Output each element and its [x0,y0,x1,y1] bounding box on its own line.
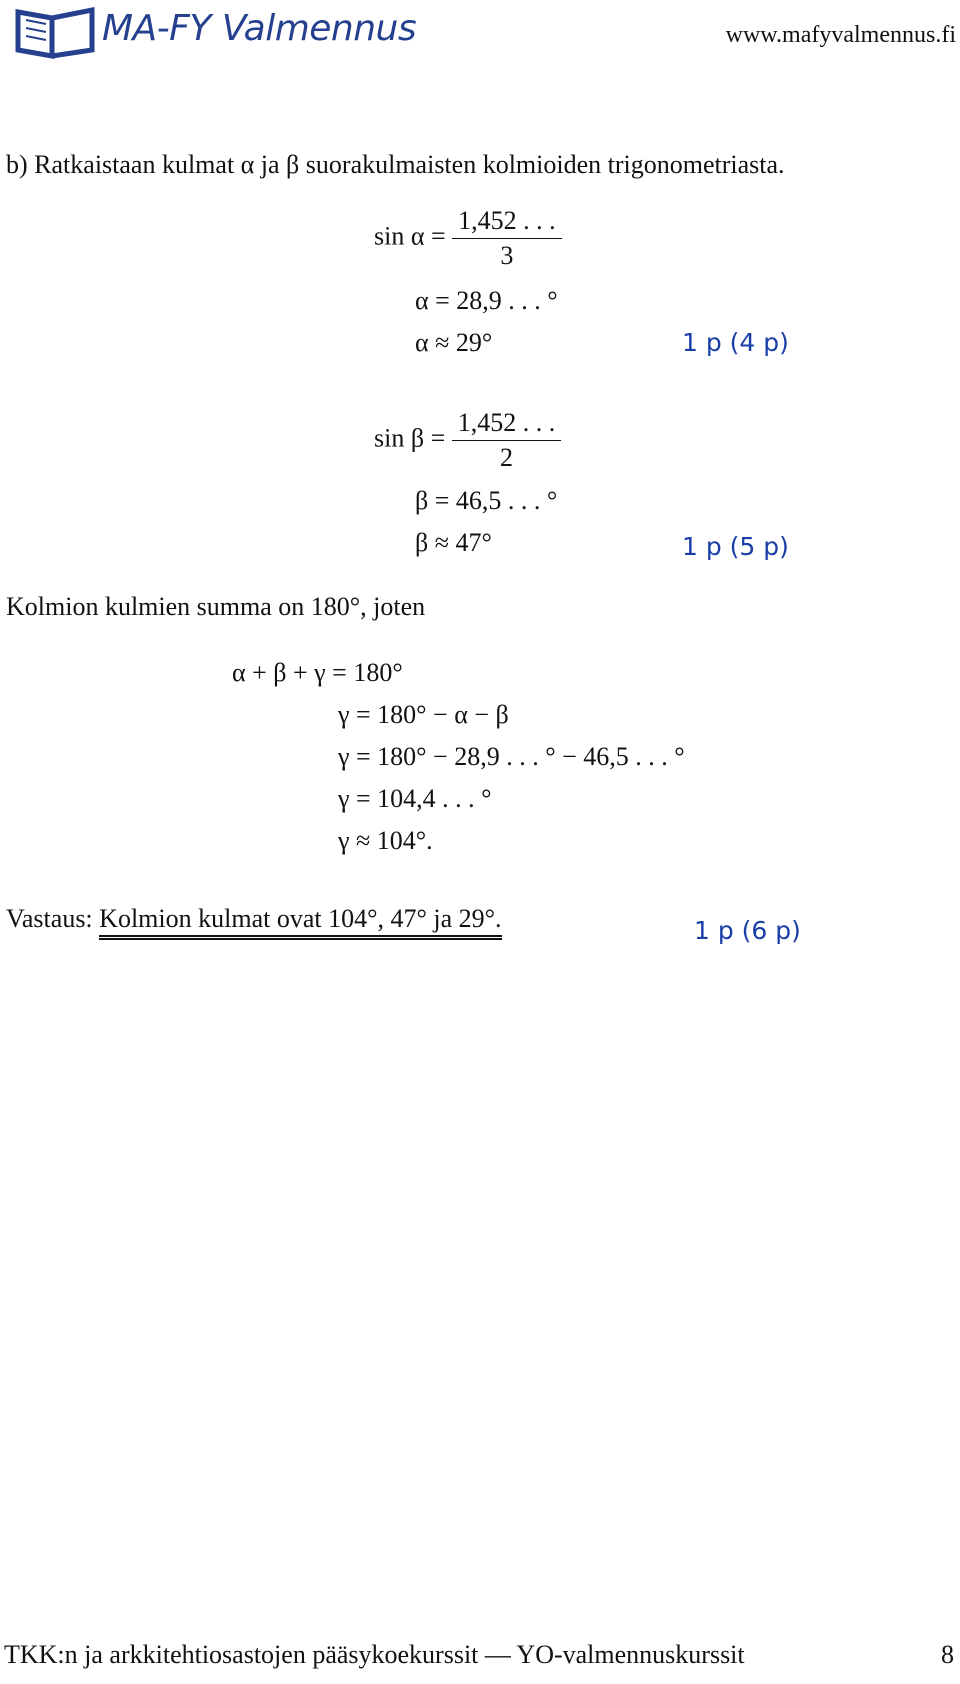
answer-label: Vastaus: [6,904,93,933]
website-url: www.mafyvalmennus.fi [725,22,956,48]
beta-line2-lhs: β = [415,486,450,515]
gamma-line4-lhs: γ = [338,784,371,813]
gamma-line3-rhs: 180° − 28,9 . . . ° − 46,5 . . . ° [377,742,685,771]
beta-sin-equation [374,408,561,473]
footer-text: TKK:n ja arkkitehtiosastojen pääsykoekurssit — YO-valmennuskurssit [4,1640,745,1669]
alpha-fraction-denominator: 3 [500,241,514,270]
gamma-line5 [338,826,433,856]
beta-fraction [452,408,562,473]
alpha-fraction-numerator: 1,452 . . . [452,206,562,239]
beta-line3-lhs: β ≈ [415,528,449,557]
answer-text: Kolmion kulmat ovat 104°, 47° ja 29°. [99,904,501,940]
beta-line2 [415,486,557,516]
logo-text: MA-FY Valmennus [102,8,417,49]
part-b-intro: Ratkaistaan kulmat α ja β suorakulmaisten kolmioiden trigonometriasta. [34,150,785,179]
angle-sum-text: Kolmion kulmien summa on 180°, joten [6,592,426,621]
alpha-fraction [452,206,562,271]
gamma-line2-rhs: 180° − α − β [377,700,509,729]
alpha-line3-lhs: α ≈ [415,328,450,357]
gamma-line5-rhs: 104°. [376,826,433,855]
gamma-line3 [338,742,685,772]
alpha-sin-equation [374,206,562,271]
mafy-logo-icon [12,4,100,62]
beta-line3 [415,528,492,558]
part-b-label: b) [6,150,28,179]
gamma-line3-lhs: γ = [338,742,371,771]
gamma-line2 [338,700,509,730]
alpha-sin-lhs: sin α = [374,221,446,251]
alpha-line3 [415,328,492,358]
alpha-points: 1 p (4 p) [682,328,789,357]
alpha-line2-lhs: α = [415,286,450,315]
alpha-line2-rhs: 28,9 . . . ° [456,286,558,315]
beta-line2-rhs: 46,5 . . . ° [455,486,558,515]
alpha-line3-rhs: 29° [455,328,493,357]
beta-line3-rhs: 47° [455,528,492,557]
gamma-line2-lhs: γ = [338,700,371,729]
gamma-line4 [338,784,492,814]
gamma-line5-lhs: γ ≈ [338,826,371,855]
gamma-line1: α + β + γ = 180° [232,658,403,687]
part-b-heading [6,150,785,180]
alpha-line2 [415,286,558,316]
answer-points: 1 p (6 p) [694,916,801,945]
beta-sin-lhs: sin β = [374,423,446,453]
beta-fraction-denominator: 2 [499,443,513,472]
beta-points: 1 p (5 p) [682,532,789,561]
answer-line [6,904,502,934]
page-number: 8 [941,1640,954,1669]
gamma-line4-rhs: 104,4 . . . ° [377,784,492,813]
beta-fraction-numerator: 1,452 . . . [452,408,562,441]
